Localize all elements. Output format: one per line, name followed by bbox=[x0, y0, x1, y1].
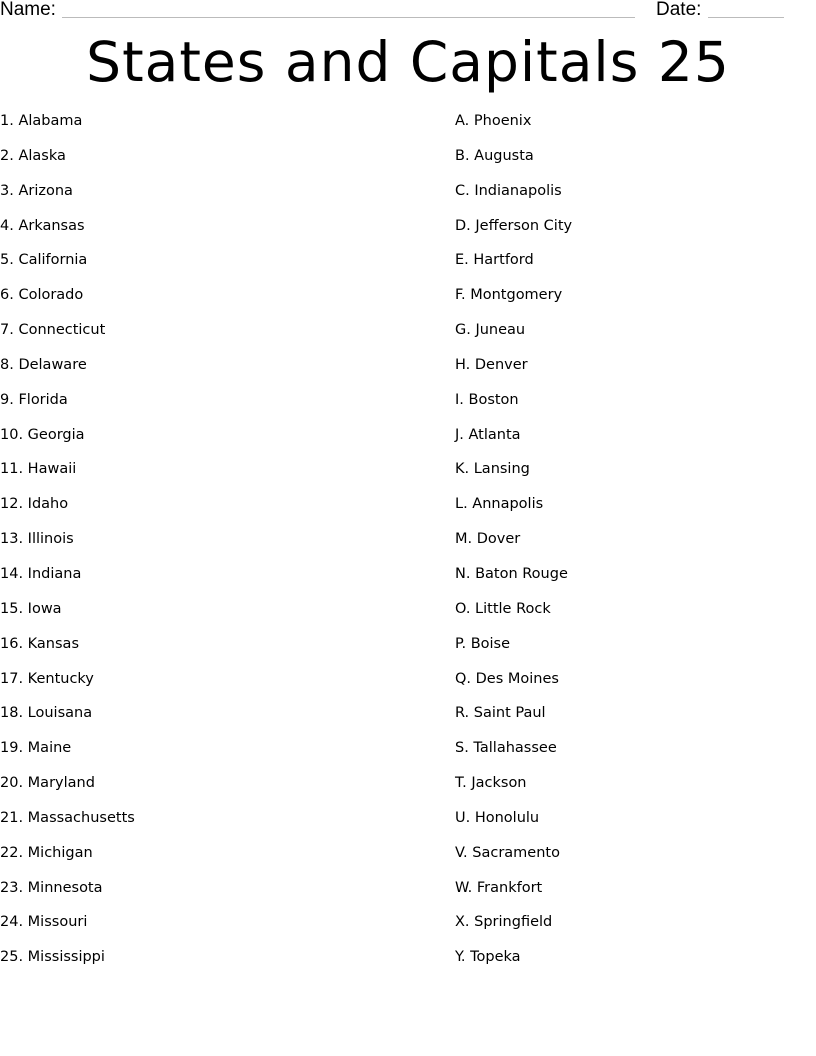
state-item: 15. Iowa bbox=[0, 600, 62, 617]
name-label: Name: bbox=[0, 0, 56, 20]
capital-item: C. Indianapolis bbox=[455, 182, 562, 199]
state-item: 6. Colorado bbox=[0, 287, 84, 304]
capitals-list bbox=[455, 112, 572, 983]
capital-item: K. Lansing bbox=[455, 461, 530, 478]
capital-item: D. Jefferson City bbox=[455, 217, 573, 234]
state-item: 22. Michigan bbox=[0, 844, 93, 861]
capital-item: A. Phoenix bbox=[455, 113, 532, 129]
date-blank-line bbox=[708, 17, 784, 18]
state-item: 25. Mississippi bbox=[0, 949, 105, 966]
state-item: 24. Missouri bbox=[0, 914, 88, 931]
state-item: 21. Massachusetts bbox=[0, 809, 135, 826]
capital-item: S. Tallahassee bbox=[455, 740, 557, 757]
capital-item: T. Jackson bbox=[455, 775, 527, 792]
state-item: 4. Arkansas bbox=[0, 217, 85, 234]
state-item: 19. Maine bbox=[0, 740, 72, 757]
capital-item: W. Frankfort bbox=[455, 879, 543, 896]
state-item: 5. California bbox=[0, 252, 88, 269]
capital-item: E. Hartford bbox=[455, 252, 534, 269]
state-item: 2. Alaska bbox=[0, 147, 66, 164]
capital-item: X. Springfield bbox=[455, 914, 553, 931]
name-blank-line bbox=[62, 17, 635, 18]
state-item: 23. Minnesota bbox=[0, 879, 103, 896]
capital-item: B. Augusta bbox=[455, 147, 534, 164]
state-item: 3. Arizona bbox=[0, 182, 73, 199]
capital-item: G. Juneau bbox=[455, 322, 526, 339]
capital-item: H. Denver bbox=[455, 356, 528, 373]
capital-item: O. Little Rock bbox=[455, 600, 551, 617]
states-list bbox=[0, 112, 135, 983]
state-item: 11. Hawaii bbox=[0, 461, 77, 478]
capital-item: Y. Topeka bbox=[455, 949, 521, 966]
worksheet-header bbox=[0, 0, 816, 22]
date-label: Date: bbox=[656, 0, 702, 20]
capital-item: L. Annapolis bbox=[455, 496, 544, 513]
capital-item: Q. Des Moines bbox=[455, 670, 559, 687]
state-item: 7. Connecticut bbox=[0, 322, 106, 339]
state-item: 1. Alabama bbox=[0, 113, 83, 129]
state-item: 17. Kentucky bbox=[0, 670, 94, 687]
state-item: 13. Illinois bbox=[0, 531, 74, 548]
state-item: 20. Maryland bbox=[0, 775, 95, 792]
capital-item: F. Montgomery bbox=[455, 287, 563, 304]
state-item: 9. Florida bbox=[0, 391, 68, 408]
state-item: 16. Kansas bbox=[0, 635, 79, 652]
capital-item: N. Baton Rouge bbox=[455, 565, 568, 582]
state-item: 18. Louisana bbox=[0, 705, 93, 722]
capital-item: P. Boise bbox=[455, 635, 511, 652]
capital-item: R. Saint Paul bbox=[455, 705, 546, 722]
capital-item: M. Dover bbox=[455, 531, 521, 548]
capital-item: I. Boston bbox=[455, 391, 519, 408]
state-item: 10. Georgia bbox=[0, 426, 85, 443]
capital-item: J. Atlanta bbox=[455, 426, 521, 443]
capital-item: V. Sacramento bbox=[455, 844, 560, 861]
state-item: 14. Indiana bbox=[0, 565, 82, 582]
state-item: 8. Delaware bbox=[0, 356, 87, 373]
capital-item: U. Honolulu bbox=[455, 809, 540, 826]
page-title: States and Capitals 25 bbox=[86, 30, 730, 94]
state-item: 12. Idaho bbox=[0, 496, 69, 513]
